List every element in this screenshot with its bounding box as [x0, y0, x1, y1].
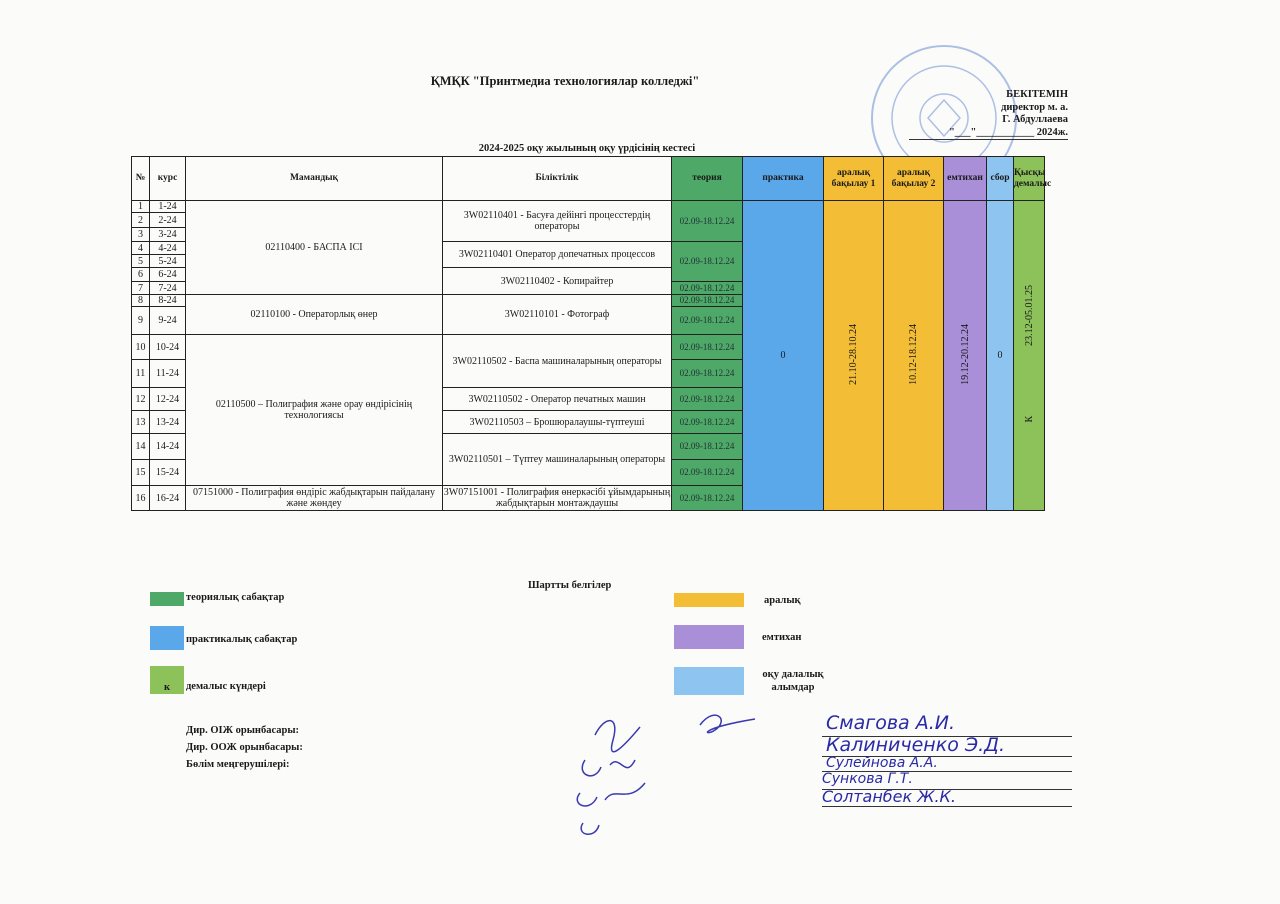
winter-dates: 23.12-05.01.25: [1023, 285, 1035, 347]
qualification-cell: 3W07151001 - Полиграфия өнеркәсібі ұйымдарының жабдықтарын монтаждаушы: [443, 487, 671, 509]
row-course: 4-24: [150, 242, 186, 255]
winter-text: [1024, 285, 1035, 423]
legend-swatch-field: [674, 667, 744, 695]
qualification-cell: 3W02110101 - Фотограф: [443, 295, 672, 335]
row-num: 12: [132, 388, 150, 411]
col-qualification: Біліктілік: [443, 157, 672, 201]
row-course: 8-24: [150, 295, 186, 307]
approve-date: "___"___________ 2024ж.: [909, 127, 1068, 141]
row-num: 10: [132, 335, 150, 360]
theory-dates-cell: 02.09-18.12.24: [672, 388, 743, 411]
practice-cell: 0: [743, 201, 824, 511]
legend-swatch-interim: [674, 593, 744, 607]
legend-label-field: оқу далалық алымдар: [762, 669, 824, 693]
qualification-cell: 3W02110502 - Оператор печатных машин: [443, 388, 672, 411]
row-course: 1-24: [150, 201, 186, 213]
approval-block: [909, 89, 1068, 140]
row-num: 13: [132, 411, 150, 434]
approve-role: директор м. а.: [1001, 101, 1068, 113]
interim-1-dates: 21.10-28.10.24: [848, 323, 859, 385]
approve-title: БЕКІТЕМІН: [1006, 89, 1068, 100]
specialty-cell: 02110100 - Операторлық өнер: [186, 295, 443, 335]
handwritten-name-5: Солтанбек Ж.К.: [822, 787, 956, 806]
row-course: 15-24: [150, 460, 186, 486]
theory-dates-cell: 02.09-18.12.24: [672, 307, 743, 335]
legend-label-exam: емтихан: [762, 632, 802, 643]
row-num: 6: [132, 268, 150, 282]
col-interim-2: аралық бақылау 2: [884, 157, 944, 201]
handwritten-name-4: Сункова Г.Т.: [822, 771, 913, 787]
row-course: 13-24: [150, 411, 186, 434]
interim-2-dates: 10.12-18.12.24: [908, 323, 919, 385]
row-course: 6-24: [150, 268, 186, 282]
legend-label-holiday: демалыс күндері: [186, 681, 266, 692]
table-row: [132, 201, 1045, 213]
legend-swatch-practice: [150, 626, 184, 650]
row-course: 2-24: [150, 213, 186, 228]
theory-dates-cell: 02.09-18.12.24: [672, 411, 743, 434]
row-course: 16-24: [150, 486, 186, 511]
winter-letter: К: [1023, 416, 1035, 423]
row-num: 15: [132, 460, 150, 486]
specialty-cell: 02110500 – Полиграфия және орау өндірісінің технологиясы: [186, 335, 443, 486]
row-num: 8: [132, 295, 150, 307]
col-interim-1: аралық бақылау 1: [824, 157, 884, 201]
col-theory: теория: [672, 157, 743, 201]
col-num: №: [132, 157, 150, 201]
row-num: 5: [132, 255, 150, 268]
sbor-cell: 0: [987, 201, 1014, 511]
legend-label-practice: практикалық сабақтар: [186, 634, 298, 645]
qualification-cell: 3W02110401 - Басуға дейінгі процесстердің операторы: [443, 201, 672, 242]
row-course: 3-24: [150, 228, 186, 242]
legend-label-interim: аралық: [764, 595, 801, 606]
theory-dates-cell: 02.09-18.12.24: [672, 434, 743, 460]
legend-title: Шартты белгілер: [528, 580, 612, 591]
row-num: 2: [132, 213, 150, 228]
row-course: 9-24: [150, 307, 186, 335]
schedule-caption: 2024-2025 оқу жылының оқу үрдісінің кестесі: [478, 143, 696, 154]
theory-dates-cell: 02.09-18.12.24: [672, 295, 743, 307]
exam-cell: [944, 201, 987, 511]
theory-dates-cell: 02.09-18.12.24: [672, 360, 743, 388]
winter-cell: [1014, 201, 1045, 511]
legend-swatch-exam: [674, 625, 744, 649]
approve-name: Г. Абдуллаева: [1002, 114, 1068, 125]
qualification-cell: 3W02110501 – Түптеу машиналарының операторы: [443, 434, 672, 486]
row-num: 1: [132, 201, 150, 213]
row-num: 11: [132, 360, 150, 388]
qualification-cell: 3W02110502 - Баспа машиналарының операторы: [443, 335, 672, 388]
col-sbor: сбор: [987, 157, 1014, 201]
qualification-cell: 3W02110503 – Брошюралаушы-түптеуші: [443, 411, 672, 434]
handwritten-name-1: Смагова А.И.: [826, 712, 956, 734]
theory-dates-cell: 02.09-18.12.24: [672, 486, 743, 511]
row-num: 9: [132, 307, 150, 335]
row-course: 5-24: [150, 255, 186, 268]
exam-dates: 19.12-20.12.24: [959, 323, 971, 385]
handwritten-name-3: Сулейнова А.А.: [826, 755, 938, 771]
theory-dates-cell: 02.09-18.12.24: [672, 282, 743, 295]
row-course: 10-24: [150, 335, 186, 360]
theory-dates-cell: 02.09-18.12.24: [672, 242, 743, 282]
row-num: 14: [132, 434, 150, 460]
qualification-cell: 3W02110401 Оператор допечатных процессов: [443, 242, 672, 268]
row-num: 7: [132, 282, 150, 295]
row-num: 4: [132, 242, 150, 255]
col-course: курс: [150, 157, 186, 201]
heads-label: Бөлім меңгерушілері:: [186, 759, 290, 770]
row-course: 14-24: [150, 434, 186, 460]
col-specialty: Мамандық: [186, 157, 443, 201]
interim-2-cell: [884, 201, 944, 511]
theory-dates-cell: 02.09-18.12.24: [672, 335, 743, 360]
college-title: ҚМҚК "Принтмедиа технологиялар колледжі": [430, 74, 700, 88]
legend-swatch-holiday: [150, 666, 184, 694]
row-num: 3: [132, 228, 150, 242]
legend-holiday-letter: к: [163, 682, 171, 693]
signature-scribbles: [565, 705, 765, 845]
col-winter: Қысқы демалыс: [1014, 157, 1045, 201]
handwritten-name-2: Калиниченко Э.Д.: [826, 734, 1006, 756]
theory-dates-cell: 02.09-18.12.24: [672, 201, 743, 242]
legend-swatch-theory: [150, 592, 184, 606]
row-course: 11-24: [150, 360, 186, 388]
row-course: 7-24: [150, 282, 186, 295]
theory-dates-cell: 02.09-18.12.24: [672, 460, 743, 486]
deputy-1-label: Дир. ОІЖ орынбасары:: [186, 725, 300, 736]
interim-1-cell: [824, 201, 884, 511]
deputy-2-label: Дир. ООЖ орынбасары:: [186, 742, 303, 753]
legend-label-theory: теориялық сабақтар: [186, 592, 285, 603]
schedule-table: [131, 156, 1052, 511]
signature-block: [186, 722, 303, 773]
specialty-cell: 07151000 - Полиграфия өндіріс жабдықтарын пайдалану және жөндеу: [186, 486, 443, 511]
col-exam: емтихан: [944, 157, 987, 201]
row-course: 12-24: [150, 388, 186, 411]
col-practice: практика: [743, 157, 824, 201]
specialty-cell: 02110400 - БАСПА ІСІ: [186, 201, 443, 295]
qualification-cell: 3W02110402 - Копирайтер: [443, 268, 672, 295]
row-num: 16: [132, 486, 150, 511]
